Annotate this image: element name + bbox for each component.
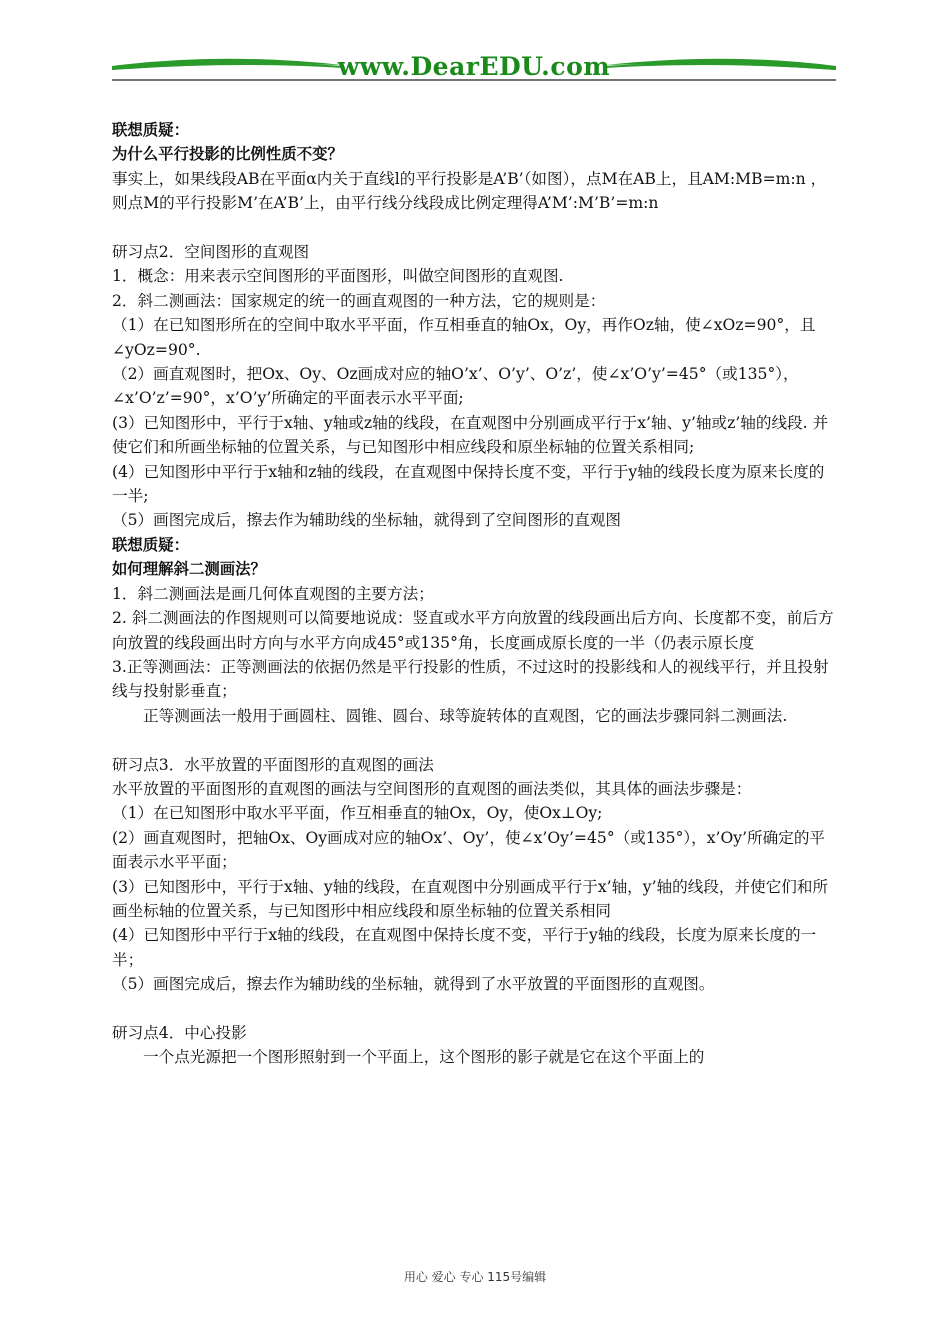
paragraph: 一个点光源把一个图形照射到一个平面上，这个图形的影子就是它在这个平面上的 — [143, 1048, 705, 1067]
paragraph: 正等测画法一般用于画圆柱、圆锥、圆台、球等旋转体的直观图，它的画法步骤同斜二测画法. — [143, 706, 788, 725]
paragraph: （5）画图完成后，擦去作为辅助线的坐标轴，就得到了水平放置的平面图形的直观图。 — [112, 975, 715, 994]
paragraph: 1．概念：用来表示空间图形的平面图形，叫做空间图形的直观图. — [112, 267, 564, 286]
paragraph: (4）已知图形中平行于x轴和z轴的线段，在直观图中保持长度不变，平行于y轴的线段长度为原来长度的一半; — [112, 462, 825, 506]
section-heading-2: 研习点2．空间图形的直观图 — [112, 243, 310, 262]
heading-oblique-method: 如何理解斜二测画法？ — [112, 560, 266, 579]
paragraph: (2）画直观图时，把轴Ox、Oy画成对应的轴Ox’、Oy’，使∠x’Oy’=45°（或135°），x’Oy’所确定的平面表示水平平面； — [112, 828, 826, 872]
paragraph: 事实上，如果线段AB在平面α内关于直线l的平行投影是A’B’（如图），点M在AB上，且AM:MB=m:n ，则点M的平行投影M’在A’B’上，由平行线分线段成比例定理得A’M’:M’B’=m:n — [112, 169, 827, 213]
section-heading-3: 研习点3．水平放置的平面图形的直观图的画法 — [112, 755, 434, 774]
site-logo[interactable]: www.DearEDU.com — [337, 52, 611, 81]
section-heading-4: 研习点4．中心投影 — [112, 1023, 247, 1042]
heading-parallel-projection-ratio: 为什么平行投影的比例性质不变？ — [112, 145, 343, 164]
paragraph: 2. 斜二测画法的作图规则可以简要地说成：竖直或水平方向放置的线段画出后方向、长度都不变，前后方向放置的线段画出时方向与水平方向成45°或135°角，长度画成原长度的一半（仍表示原长度 — [112, 609, 834, 652]
page-header — [112, 50, 836, 84]
paragraph: (3）已知图形中，平行于x轴、y轴的线段，在直观图中分别画成平行于x’轴，y’轴的线段，并使它们和所画坐标轴的位置关系，与已知图形中相应线段和原坐标轴的位置关系相同 — [112, 877, 829, 920]
paragraph: (3）已知图形中，平行于x轴、y轴或z轴的线段，在直观图中分别画成平行于x’轴、y’轴或z’轴的线段. 并使它们和所画坐标轴的位置关系，与已知图形中相应线段和原坐标轴的位置关系相同; — [112, 413, 829, 457]
paragraph: 3.正等测画法：正等测画法的依据仍然是平行投影的性质，不过这时的投影线和人的视线平行，并且投射线与投射影垂直； — [112, 657, 829, 701]
document-body — [112, 118, 838, 1070]
paragraph: （2）画直观图时，把Ox、Oy、Oz画成对应的轴O’x’、O’y’、O’z’，使∠x’O’y’=45°（或135°），∠x’O’z’=90°，x’O’y’所确定的平面表示水平平面; — [112, 365, 799, 408]
paragraph: 1．斜二测画法是画几何体直观图的主要方法； — [112, 584, 434, 603]
paragraph: （1）在已知图形中取水平平面，作互相垂直的轴Ox，Oy，使Ox⊥Oy; — [112, 804, 603, 823]
paragraph: 水平放置的平面图形的直观图的画法与空间图形的直观图的画法类似，其具体的画法步骤是： — [112, 779, 752, 798]
paragraph: （5）画图完成后，擦去作为辅助线的坐标轴，就得到了空间图形的直观图 — [112, 511, 621, 530]
paragraph: （1）在已知图形所在的空间中取水平平面，作互相垂直的轴Ox，Oy，再作Oz轴，使∠xOz=90°，且∠yOz=90°. — [112, 316, 816, 359]
heading-association-question: 联想质疑： — [112, 535, 189, 554]
paragraph: (4）已知图形中平行于x轴的线段，在直观图中保持长度不变，平行于y轴的线段，长度为原来长度的一半； — [112, 926, 817, 969]
paragraph: 2．斜二测画法：国家规定的统一的画直观图的一种方法，它的规则是： — [112, 291, 606, 310]
page-footer: 用心 爱心 专心 115号编辑 — [403, 1270, 547, 1284]
heading-association-question: 联想质疑： — [112, 121, 189, 139]
